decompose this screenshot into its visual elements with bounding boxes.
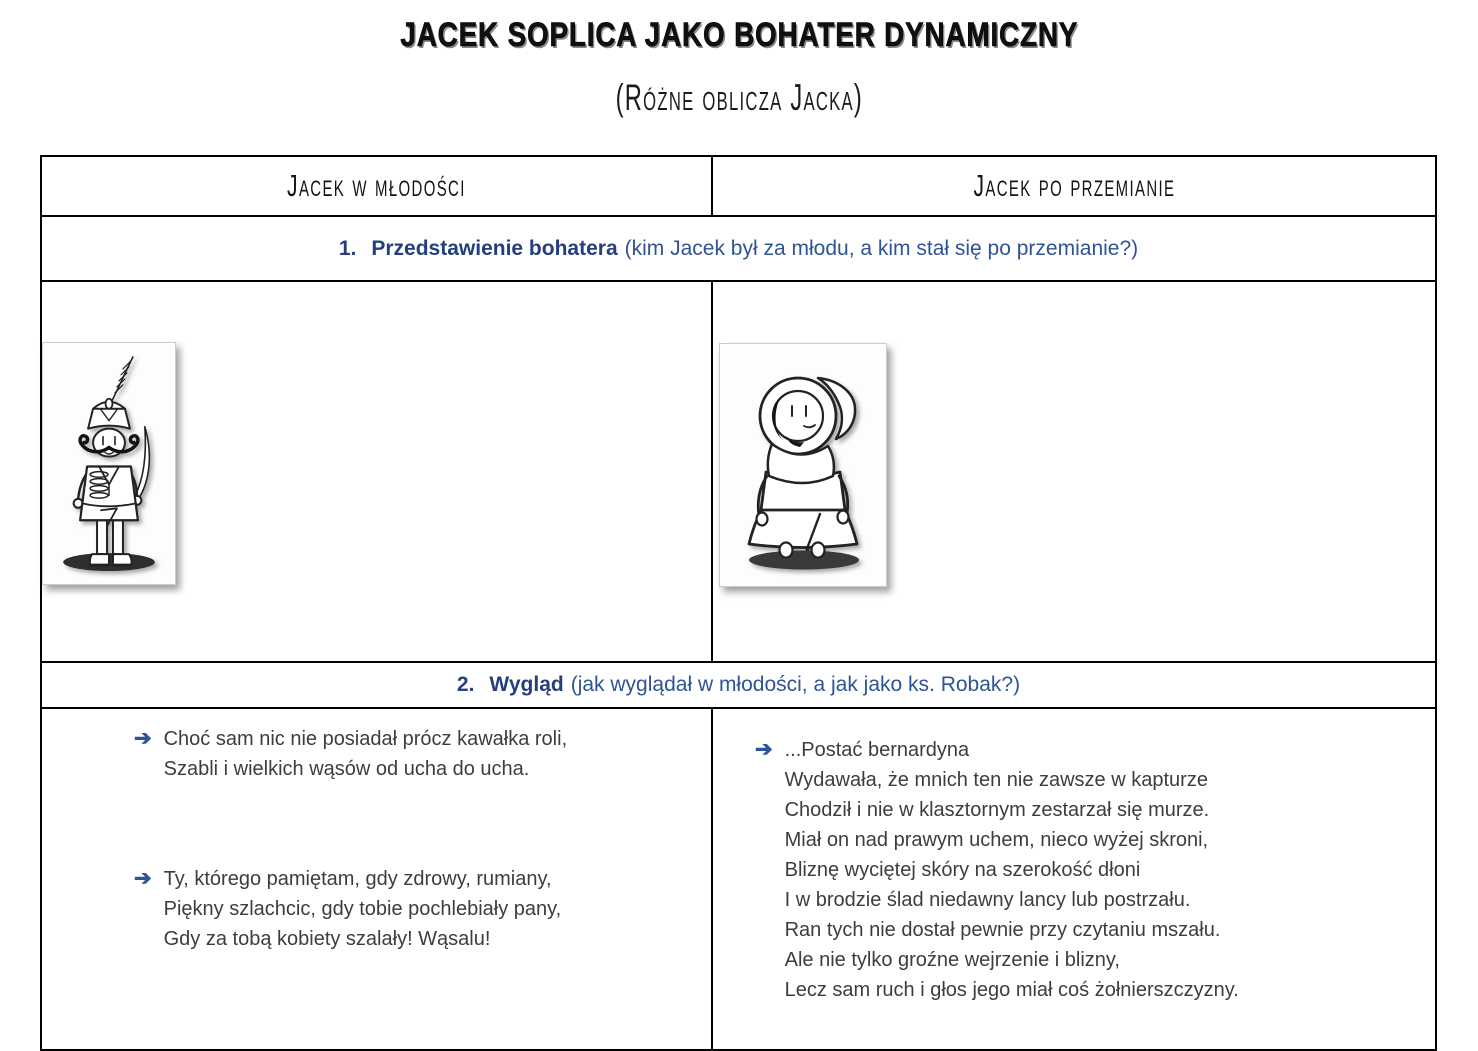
column-header-after-label: Jacek po przemianie <box>973 168 1175 203</box>
quote-block <box>755 735 1415 1005</box>
column-header-young-label: Jacek w młodości <box>287 168 466 203</box>
quote-line: Gdy za tobą kobiety szalały! Wąsalu! <box>163 928 491 950</box>
quote-lines <box>785 735 1239 1005</box>
young-nobleman-drawing <box>49 349 169 578</box>
quote-line: I w brodzie ślad niedawny lancy lub postrzału. <box>784 889 1191 911</box>
illustration-cell-monk <box>713 282 1435 663</box>
section-1-number: 1. <box>338 236 357 260</box>
title-row <box>0 16 1478 55</box>
quotes-cell-young <box>42 709 713 1049</box>
quote-line: Ty, którego pamiętam, gdy zdrowy, rumiany, <box>163 868 552 890</box>
quote-line: Choć sam nic nie posiadał prócz kawałka roli, <box>163 728 568 750</box>
quote-line: Wydawała, że mnich ten nie zawsze w kapturze <box>784 769 1208 791</box>
quote-line: Lecz sam ruch i głos jego miał coś żołnierszczyzny. <box>784 979 1239 1001</box>
monk-drawing <box>726 350 880 580</box>
quote-block <box>134 724 701 784</box>
illustration-cell-young <box>42 282 713 663</box>
quote-line: Szabli i wielkich wąsów od ucha do ucha. <box>163 758 530 780</box>
quote-line: Bliznę wyciętej skóry na szerokość dłoni <box>784 859 1141 881</box>
comparison-table <box>40 155 1437 1051</box>
quotes-cell-monk <box>713 709 1435 1049</box>
document-title: JACEK SOPLICA JAKO BOHATER DYNAMICZNY <box>400 16 1078 54</box>
quote-lines <box>164 724 568 784</box>
section-1-question: (kim Jacek był za młodu, a kim stał się po przemianie?) <box>624 236 1139 260</box>
column-header-after <box>713 157 1435 217</box>
arrow-bullet-icon: ➔ <box>755 738 773 761</box>
document-subtitle: (Różne oblicza Jacka) <box>615 77 863 118</box>
column-header-young <box>42 157 713 217</box>
quote-block <box>134 864 701 954</box>
quote-lines <box>164 864 562 954</box>
young-nobleman-illustration <box>42 342 176 585</box>
quote-line: Miał on nad prawym uchem, nieco wyżej skroni, <box>784 829 1209 851</box>
section-2-question: (jak wyglądał w młodości, a jak jako ks. Robak?) <box>570 673 1021 696</box>
section-1-row <box>42 217 1435 282</box>
section-1-title: Przedstawienie bohatera <box>371 236 618 260</box>
section-2-row <box>42 663 1435 709</box>
section-2-number: 2. <box>456 673 475 696</box>
quote-line: Piękny szlachcic, gdy tobie pochlebiały pany, <box>163 898 562 920</box>
subtitle-row <box>0 77 1478 119</box>
quote-line: Ale nie tylko groźne wejrzenie i blizny, <box>784 949 1120 971</box>
quote-line: Chodził i nie w klasztornym zestarzał się murze. <box>784 799 1210 821</box>
quote-line: Ran tych nie dostał pewnie przy czytaniu mszału. <box>784 919 1221 941</box>
section-2-title: Wygląd <box>489 673 564 696</box>
quote-line: ...Postać bernardyna <box>784 739 970 761</box>
arrow-bullet-icon: ➔ <box>134 867 152 890</box>
arrow-bullet-icon: ➔ <box>134 727 152 750</box>
monk-illustration <box>719 343 887 587</box>
